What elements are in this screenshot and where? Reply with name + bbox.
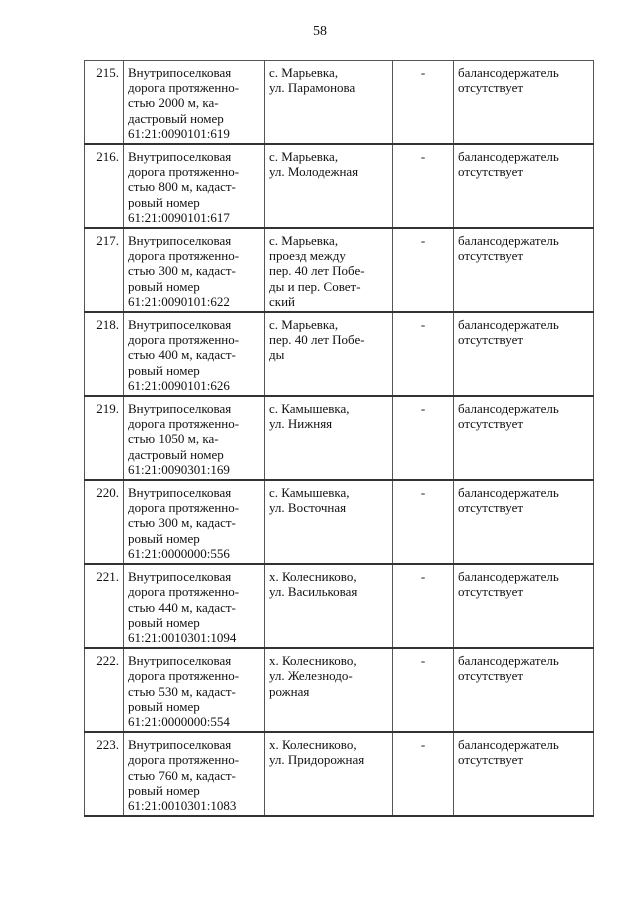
road-description-line: стью 760 м, кадаст- (128, 767, 236, 783)
table-row (85, 396, 594, 480)
road-description-cell (124, 564, 265, 648)
road-description-line: ровый номер (128, 614, 200, 630)
table-row (85, 61, 594, 145)
address-line: ул. Парамонова (269, 80, 356, 96)
road-description-line: стью 300 м, кадаст- (128, 515, 236, 531)
row-number: 216. (85, 144, 124, 228)
address-line: ул. Придорожная (269, 752, 365, 768)
balance-holder-cell: балансодержатель отсутствует (454, 480, 594, 564)
road-description-line: 61:21:0010301:1094 (128, 629, 237, 645)
road-description-line: стью 400 м, кадаст- (128, 347, 236, 363)
address-line: рожная (269, 683, 310, 699)
road-description-line: Внутрипоселковая (128, 149, 232, 165)
address-line: ул. Восточная (269, 500, 347, 516)
road-description-line: Внутрипоселковая (128, 233, 232, 249)
empty-value-dash: - (393, 61, 454, 145)
address-line: ул. Нижняя (269, 416, 333, 432)
road-description-line: 61:21:0010301:1083 (128, 797, 237, 813)
address-cell (265, 732, 393, 816)
road-description-line: стью 800 м, кадаст- (128, 179, 236, 195)
empty-value-dash: - (393, 480, 454, 564)
road-description-line: 61:21:0000000:556 (128, 545, 230, 561)
address-cell (265, 312, 393, 396)
road-description-line: стью 300 м, кадаст- (128, 263, 236, 279)
road-description-line: дастровый номер (128, 446, 224, 462)
row-number: 218. (85, 312, 124, 396)
road-description-line: стью 1050 м, ка- (128, 431, 219, 447)
road-description-line: Внутрипоселковая (128, 65, 232, 80)
row-number: 223. (85, 732, 124, 816)
address-cell (265, 480, 393, 564)
road-description-line: дорога протяженно- (128, 500, 240, 516)
balance-holder-cell: балансодержатель отсутствует (454, 228, 594, 312)
road-description-line: стью 2000 м, ка- (128, 95, 219, 111)
road-description-line: ровый номер (128, 362, 200, 378)
address-line: ул. Железнодо- (269, 668, 353, 684)
road-description-line: 61:21:0090101:622 (128, 293, 230, 309)
balance-holder-cell: балансодержатель отсутствует (454, 732, 594, 816)
address-line: ул. Васильковая (269, 584, 358, 600)
road-description-line: Внутрипоселковая (128, 401, 232, 417)
row-number: 215. (85, 61, 124, 145)
balance-holder-cell: балансодержатель отсутствует (454, 144, 594, 228)
address-line: с. Камышевка, (269, 401, 350, 417)
road-description-line: дорога протяженно- (128, 668, 240, 684)
address-line: пер. 40 лет Побе- (269, 263, 365, 279)
address-line: пер. 40 лет Побе- (269, 332, 365, 348)
table-row (85, 648, 594, 732)
row-number: 220. (85, 480, 124, 564)
road-description-line: 61:21:0090301:169 (128, 461, 230, 477)
table-row (85, 312, 594, 396)
table-row (85, 144, 594, 228)
road-description-cell (124, 732, 265, 816)
road-description-line: ровый номер (128, 530, 200, 546)
road-description-line: Внутрипоселковая (128, 485, 232, 501)
road-description-line: дорога протяженно- (128, 584, 240, 600)
empty-value-dash: - (393, 564, 454, 648)
road-description-line: дорога протяженно- (128, 248, 240, 264)
road-description-line: дорога протяженно- (128, 332, 240, 348)
row-number: 217. (85, 228, 124, 312)
empty-value-dash: - (393, 732, 454, 816)
road-description-line: стью 530 м, кадаст- (128, 683, 236, 699)
road-description-line: 61:21:0090101:617 (128, 209, 230, 225)
road-description-line: дорога протяженно- (128, 752, 240, 768)
address-line: ул. Молодежная (269, 164, 359, 180)
row-number: 222. (85, 648, 124, 732)
road-description-line: дастровый номер (128, 110, 224, 126)
address-cell (265, 144, 393, 228)
road-description-line: ровый номер (128, 782, 200, 798)
road-description-cell (124, 312, 265, 396)
address-line: с. Марьевка, (269, 317, 339, 333)
road-description-line: Внутрипоселковая (128, 737, 232, 753)
road-description-cell (124, 61, 265, 145)
balance-holder-cell: балансодержатель отсутствует (454, 648, 594, 732)
page-number: 58 (313, 24, 327, 39)
address-line: с. Марьевка, (269, 65, 339, 80)
empty-value-dash: - (393, 144, 454, 228)
road-description-line: дорога протяженно- (128, 80, 240, 96)
empty-value-dash: - (393, 312, 454, 396)
address-cell (265, 396, 393, 480)
table-row (85, 228, 594, 312)
address-line: проезд между (269, 248, 346, 264)
road-description-line: ровый номер (128, 278, 200, 294)
row-number: 219. (85, 396, 124, 480)
road-description-line: 61:21:0090101:626 (128, 377, 230, 393)
road-description-line: Внутрипоселковая (128, 317, 232, 333)
empty-value-dash: - (393, 396, 454, 480)
road-description-cell (124, 396, 265, 480)
address-cell (265, 648, 393, 732)
balance-holder-cell: балансодержатель отсутствует (454, 312, 594, 396)
registry-table-body (85, 61, 594, 817)
row-number: 221. (85, 564, 124, 648)
road-description-line: Внутрипоселковая (128, 653, 232, 669)
table-row (85, 564, 594, 648)
road-description-cell (124, 144, 265, 228)
road-description-line: ровый номер (128, 698, 200, 714)
road-description-cell (124, 228, 265, 312)
address-line: с. Марьевка, (269, 233, 339, 249)
table-row (85, 732, 594, 816)
address-line: х. Колесниково, (269, 737, 357, 753)
address-line: х. Колесниково, (269, 653, 357, 669)
address-line: х. Колесниково, (269, 569, 357, 585)
balance-holder-cell: балансодержатель отсутствует (454, 396, 594, 480)
address-line: ский (269, 293, 295, 309)
road-description-line: стью 440 м, кадаст- (128, 599, 236, 615)
table-row (85, 480, 594, 564)
road-description-cell (124, 648, 265, 732)
empty-value-dash: - (393, 228, 454, 312)
address-line: с. Камышевка, (269, 485, 350, 501)
empty-value-dash: - (393, 648, 454, 732)
address-cell (265, 61, 393, 145)
road-description-line: 61:21:0090101:619 (128, 125, 230, 141)
road-registry-table (84, 60, 594, 817)
road-description-line: дорога протяженно- (128, 416, 240, 432)
balance-holder-cell: балансодержатель отсутствует (454, 564, 594, 648)
road-description-line: ровый номер (128, 194, 200, 210)
address-line: ды (269, 347, 285, 363)
road-description-line: 61:21:0000000:554 (128, 713, 230, 729)
address-cell (265, 564, 393, 648)
address-line: с. Марьевка, (269, 149, 339, 165)
balance-holder-cell: балансодержатель отсутствует (454, 61, 594, 145)
address-cell (265, 228, 393, 312)
road-description-line: дорога протяженно- (128, 164, 240, 180)
road-description-cell (124, 480, 265, 564)
road-description-line: Внутрипоселковая (128, 569, 232, 585)
address-line: ды и пер. Совет- (269, 278, 361, 294)
